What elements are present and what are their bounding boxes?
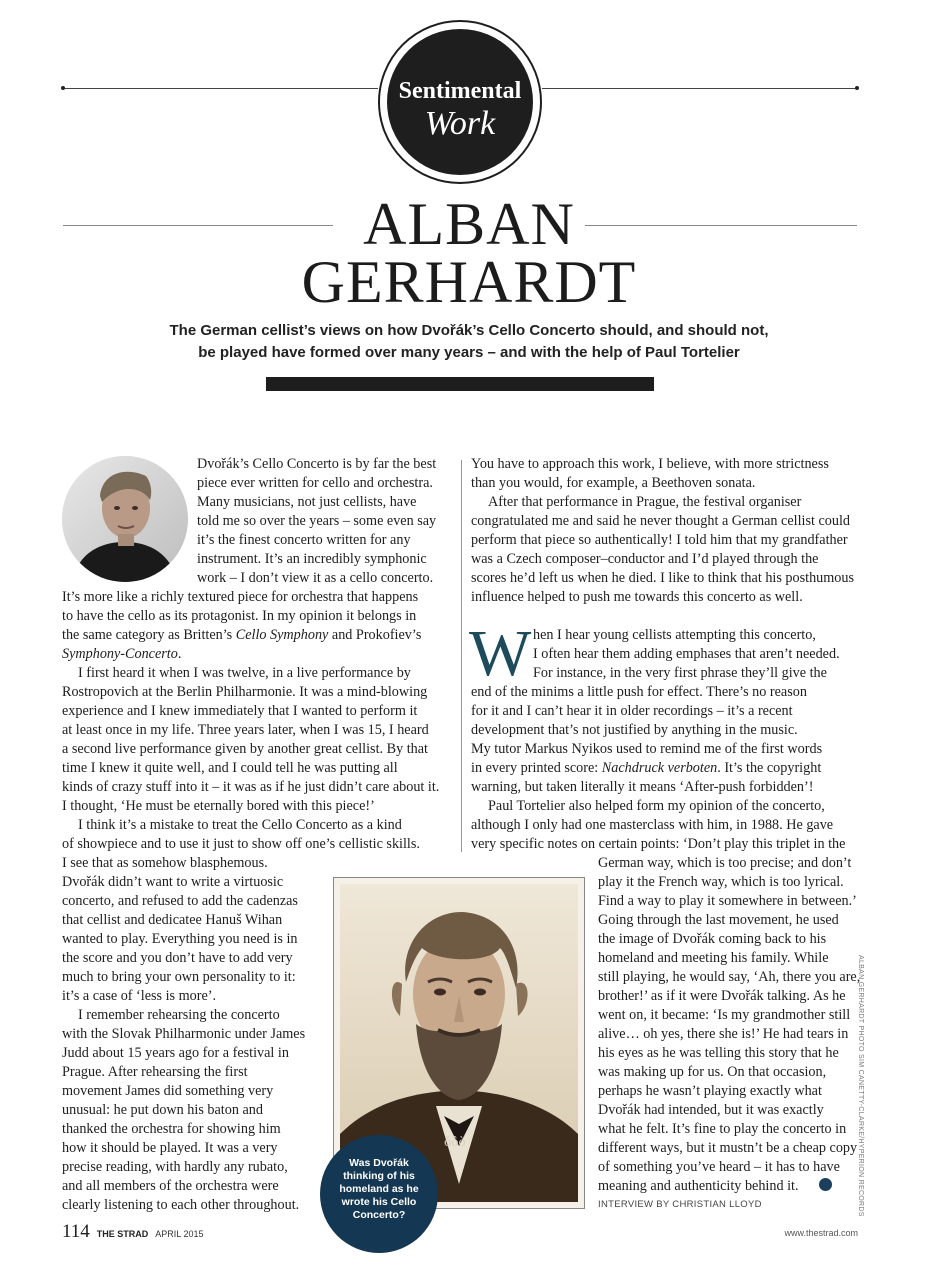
body-line: Judd about 15 years ago for a festival in [62, 1045, 289, 1061]
body-line: perhaps he wasn’t playing exactly what [598, 1083, 822, 1099]
body-line: alive… oh yes, there she is!’ He had tears in [598, 1026, 849, 1042]
body-line: Rostropovich at the Berlin Philharmonie. It was a mind-blowing [62, 684, 428, 700]
body-line: still playing, he would say, ‘Ah, there you are, [598, 969, 861, 985]
caption-line: Concerto? [352, 1209, 406, 1221]
body-text: . [177, 646, 182, 662]
body-line: it’s a case of ‘less is more’. [62, 988, 217, 1004]
body-line: wanted to play. Everything you need is in [62, 931, 298, 947]
caption-line: wrote his Cello [341, 1196, 417, 1208]
caption-line: Was Dvořák [349, 1157, 409, 1169]
standfirst-line: The German cellist’s views on how Dvořák’s Cello Concerto should, and should not, [169, 322, 769, 339]
body-line: I think it’s a mistake to treat the Cello Concerto as a kind [78, 817, 402, 833]
body-line [471, 759, 821, 778]
body-line: My tutor Markus Nyikos used to remind me of the first words [471, 741, 823, 757]
standfirst [150, 320, 788, 364]
body-line: it’s the finest concerto written for any [197, 532, 411, 548]
website-link[interactable]: www.thestrad.com [784, 1228, 858, 1238]
body-line: Prague. After rehearsing the first [62, 1064, 248, 1080]
author-portrait [62, 456, 188, 582]
body-line: what he felt. It’s fine to play the concerto in [598, 1121, 847, 1137]
body-line: You have to approach this work, I believe, with more strictness [471, 456, 829, 472]
body-line: Dvořák’s Cello Concerto is by far the best [197, 456, 437, 472]
body-line: was a Czech composer–conductor and I’d played through the [471, 551, 819, 567]
magazine-name: THE STRAD [96, 1229, 149, 1239]
body-line: the score and you don’t have to add very [62, 950, 293, 966]
body-line: I see that as somehow blasphemous. [62, 855, 268, 871]
body-line: of something you’ve heard – it has to have [598, 1159, 840, 1175]
body-line: Dvořák had intended, but it was exactly [598, 1102, 824, 1118]
body-line: concerto, and refused to add the cadenzas [62, 893, 298, 909]
body-line: It’s more like a richly textured piece for orchestra that happens [62, 589, 419, 605]
body-line: Find a way to play it somewhere in between.’ [598, 893, 857, 909]
body-line: that cellist and dedicatee Hanuš Wihan [62, 912, 283, 928]
decorative-bar [266, 377, 654, 391]
body-line: Dvořák didn’t want to write a virtuosic [62, 874, 284, 890]
body-line: unusual: he put down his baton and [62, 1102, 263, 1118]
body-line: meaning and authenticity behind it. [598, 1178, 799, 1194]
section-badge-label: Sentimental [398, 78, 522, 104]
body-line: to have the cello as its protagonist. In my opinion it belongs in [62, 608, 417, 624]
standfirst-line: be played have formed over many years – and with the help of Paul Tortelier [198, 344, 740, 361]
body-line: For instance, in the very first phrase they’ll give the [533, 665, 827, 681]
svg-text:ǒôò: ǒôò [444, 1135, 466, 1149]
body-text: . It’s the copyright [717, 760, 822, 776]
body-line: hen I hear young cellists attempting this concerto, [533, 627, 816, 643]
body-line: Paul Tortelier also helped form my opinion of the concerto, [488, 798, 825, 814]
body-line: Going through the last movement, he used [598, 912, 839, 928]
quoted-phrase: Nachdruck verboten [601, 760, 718, 776]
body-line: his eyes as he was telling this story that he [598, 1045, 839, 1061]
body-line: instrument. It’s an incredibly symphonic [197, 551, 427, 567]
caption-line: thinking of his [343, 1170, 415, 1182]
body-line: development that’s not justified by anything in the music. [471, 722, 798, 738]
body-line: kinds of crazy stuff into it – it was as if he just didn’t care about it. [62, 779, 440, 795]
end-mark-icon [819, 1178, 832, 1191]
body-line: very specific notes on certain points: ‘Don’t play this triplet in the [471, 836, 846, 852]
body-line: a second live performance given by another great cellist. By that [62, 741, 428, 757]
body-line: although I only had one masterclass with him, in 1988. He gave [471, 817, 834, 833]
rule-end-dot [61, 86, 65, 90]
body-line [62, 645, 181, 664]
folio [62, 1221, 204, 1243]
body-line: end of the minims a little push for effect. There’s no reason [471, 684, 807, 700]
body-line: congratulated me and said he never thought a German cellist could [471, 513, 850, 529]
column-divider [461, 460, 462, 852]
body-line: told me so over the years – some even say [197, 513, 437, 529]
body-line: scores he’d left us when he died. I like to think that his posthumous [471, 570, 855, 586]
body-line: experience and I knew immediately that I wanted to perform it [62, 703, 418, 719]
page-number: 114 [62, 1221, 90, 1242]
body-text: and Prokofiev’s [331, 627, 422, 643]
photo-caption [320, 1135, 438, 1253]
photo-credit: ALBAN GERHARDT PHOTO SIM CANETTY-CLARKE/HYPERION RECORDS [857, 955, 864, 1217]
work-title: Symphony-Concerto [62, 646, 178, 662]
body-line: brother!’ as if it were Dvořák talking. As he [598, 988, 846, 1004]
body-line: I first heard it when I was twelve, in a live performance by [78, 665, 411, 681]
caption-line: homeland as he [339, 1183, 419, 1195]
body-line: work – I don’t view it as a cello concerto. [197, 570, 434, 586]
body-line: time I knew it quite well, and I could tell he was putting all [62, 760, 398, 776]
body-text: the same category as Britten’s [62, 627, 233, 643]
byline: INTERVIEW BY CHRISTIAN LLOYD [598, 1199, 762, 1210]
header-rule-right [542, 88, 857, 89]
body-line: with the Slovak Philharmonic under James [62, 1026, 306, 1042]
header-rule-left [63, 88, 378, 89]
body-line: homeland and meeting his family. While [598, 950, 829, 966]
body-line: the image of Dvořák coming back to his [598, 931, 827, 947]
body-line: influence helped to push me towards this concerto as well. [471, 589, 803, 605]
body-line: precise reading, with hardly any rubato, [62, 1159, 288, 1175]
body-line: play it the French way, which is too lyrical. [598, 874, 844, 890]
body-line: at least once in my life. Three years later, when I was 15, I heard [62, 722, 429, 738]
rule-end-dot [855, 86, 859, 90]
body-line: clearly listening to each other throughout. [62, 1197, 300, 1213]
body-line: German way, which is too precise; and don’t [598, 855, 852, 871]
issue-date: APRIL 2015 [155, 1229, 204, 1239]
body-line: After that performance in Prague, the festival organiser [488, 494, 802, 510]
body-line: for it and I can’t hear it in older recordings – it’s a recent [471, 703, 793, 719]
body-line: much to bring your own personality to it: [62, 969, 296, 985]
body-line: I thought, ‘He must be eternally bored with this piece!’ [62, 798, 375, 814]
body-line: I often hear them adding emphases that aren’t needed. [533, 646, 840, 662]
body-line: was making up for us. On that occasion, [598, 1064, 827, 1080]
body-line: thanked the orchestra for showing him [62, 1121, 281, 1137]
body-line: and all members of the orchestra were [62, 1178, 279, 1194]
work-title: Cello Symphony [235, 627, 329, 643]
body-line: of showpiece and to use it just to show off one’s cellistic skills. [62, 836, 420, 852]
page-title-line1: ALBAN [363, 191, 575, 257]
body-line: I remember rehearsing the concerto [78, 1007, 280, 1023]
section-badge-sublabel: Work [424, 105, 496, 142]
body-line [62, 626, 421, 645]
section-badge-inner [387, 29, 533, 175]
body-line: Many musicians, not just cellists, have [197, 494, 417, 510]
body-line: how it should be played. It was a very [62, 1140, 278, 1156]
body-line: went on, it became: ‘Is my grandmother still [598, 1007, 851, 1023]
body-line: different ways, but it mustn’t be a cheap copy [598, 1140, 858, 1156]
body-line: warning, but taken literally it means ‘After-push forbidden’! [471, 779, 814, 795]
body-text: in every printed score: [471, 760, 599, 776]
drop-cap: W [469, 617, 532, 690]
body-line: than you would, for example, a Beethoven sonata. [471, 475, 756, 491]
page-title-line2: GERHARDT [301, 249, 637, 315]
body-line: perform that piece so authentically! I told him that my grandfather [471, 532, 848, 548]
body-line: movement James did something very [62, 1083, 274, 1099]
section-badge [378, 20, 542, 184]
body-line: piece ever written for cello and orchestra. [197, 475, 433, 491]
